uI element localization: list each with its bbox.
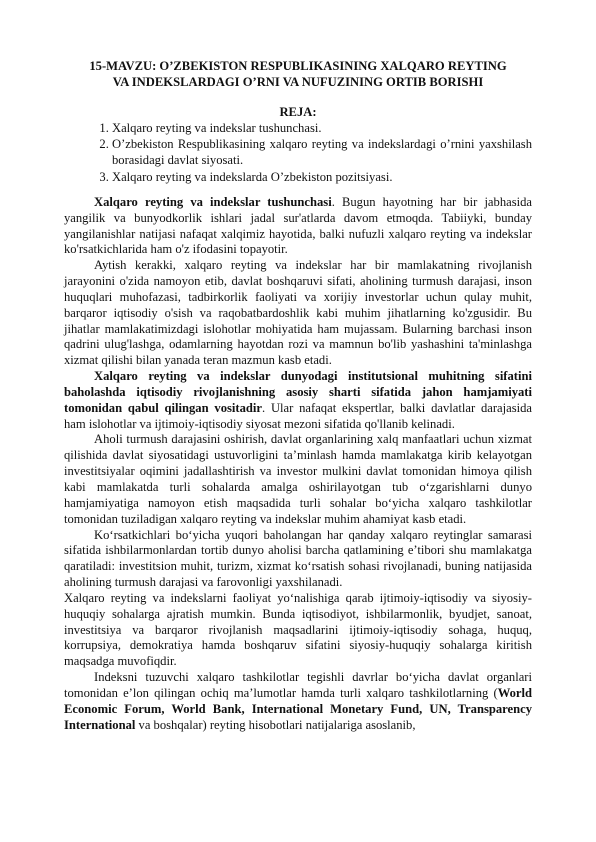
paragraph-2: Aytish kerakki, xalqaro reyting va indekslar har bir mamlakatning rivojlanish jarayonini o'zida namoyon etib, davlat boshqaruvi sifati, aholining turmush darajasi, inson huquqlari muhofazasi, tadbirkorlik faoliyati va xorijiy investorlar uchun qulay muhit, barqaror iqtisodiy o'sish va raqobatbardoshlik kabi muhim jihatlarning ko'zgusidir. Bu jihatlar mamlakatimizdagi islohotlar mohiyatida ham mujassam. Bularning barchasi inson qadrini ulug'lashga, odamlarning hayotdan rozi va mamnun bo'lib yashashini ta'minlashga xizmat qilishi bilan yanada teran mazmun kasb etadi. xyxy=(64,258,532,368)
paragraph-1-heading: Xalqaro reyting va indekslar tushunchasi xyxy=(94,194,332,209)
title-line-1: 15-MAVZU: O’ZBEKISTON RESPUBLIKASINING XALQARO REYTING xyxy=(89,59,507,73)
paragraph-7-organizations: World Economic Forum, World Bank, International Monetary Fund, UN, Transparency International xyxy=(64,685,532,732)
paragraph-3-emphasis: Xalqaro reyting va indekslar dunyodagi institutsional muhitning sifatini baholashda iqtisodiy rivojlanishning asosiy sharti sifatida jahon hamjamiyati tomonidan qabul qilingan vositadir xyxy=(64,369,532,415)
document-title xyxy=(64,58,532,90)
plan-item: 1. Xalqaro reyting va indekslar tushunchasi. xyxy=(112,120,532,136)
plan-heading: REJA: xyxy=(279,105,317,119)
document-content xyxy=(64,58,532,734)
plan-item: 3. Xalqaro reyting va indekslarda O’zbekiston pozitsiyasi. xyxy=(112,169,532,185)
paragraph-3 xyxy=(64,369,532,432)
paragraph-1 xyxy=(64,195,532,258)
paragraph-1-text: . Bugun hayotning har bir jabhasida yangilik va bunyodkorlik ishlari jadal sur'atlarda davom etmoqda. Tabiiyki, bunday yangilanishlar natijasi nafaqat xalqimiz hayotida, balki nufuzli xalqaro reyting va indekslar ko'rsatkichlarida ham o'z ifodasini topayotir. xyxy=(64,194,532,257)
paragraph-5: Ko‘rsatkichlari bo‘yicha yuqori baholangan har qanday xalqaro reytinglar samarasi sifatida ishbilarmonlardan tortib dunyo aholisi barcha qatlamining e’tibori shu mamlakatga qaratiladi: investitsion muhit, turizm, xizmat ko‘rsatish sohasi rivojlanadi, buning natijasida aholining turmush darajasi va farovonligi yaxshilanadi. xyxy=(64,527,532,590)
plan-list xyxy=(64,120,532,185)
paragraph-7-text-end: va boshqalar) reyting hisobotlari natijalariga asoslanib, xyxy=(135,717,416,732)
paragraph-4: Aholi turmush darajasini oshirish, davlat organlarining xalq manfaatlari uchun xizmat qilishida davlat siyosatidagi ustuvorligini ta’minlash hamda mamlakatga kirib kelayotgan investitsiyalar oqimini jadallashtirish va investor mulkini davlat tomonidan himoya qilish kabi mamlakatda turli sohalarda amalga oshirilayotgan tub o‘zgarishlarni dunyo hamjamiyatiga namoyon etish maqsadida turli sohalar bo‘yicha xalqaro tashkilotlar tomonidan tuziladigan xalqaro reyting va indekslar muhim ahamiyat kasb etadi. xyxy=(64,432,532,526)
body-text xyxy=(64,195,532,734)
paragraph-6: Xalqaro reyting va indekslarni faoliyat yo‘nalishiga qarab ijtimoiy-iqtisodiy va siyosiy-huquqiy sohalarga ajratish mumkin. Bunda iqtisodiyot, ishbilarmonlik, byudjet, sanoat, investitsiya va barqaror rivojlanish maqsadlarini ijtimoiy-iqtisodiy sohaga, huquq, korrupsiya, demokratiya hamda boshqaruv sifatini siyosiy-huquqiy sohalarga kiritish maqsadga muvofiqdir. xyxy=(64,590,532,669)
title-line-2: VA INDEKSLARDAGI O’RNI VA NUFUZINING ORTIB BORISHI xyxy=(112,75,484,89)
paragraph-7 xyxy=(64,670,532,733)
plan-item: 2. O’zbekiston Respublikasining xalqaro reyting va indekslardagi o’rnini yaxshilash borasidagi davlat siyosati. xyxy=(112,136,532,168)
paragraph-3-text: . Ular nafaqat ekspertlar, balki davlatlar darajasida ham islohotlar va ijtimoiy-iqtisodiy siyosat mezoni sifatida qo'llanib kelinadi. xyxy=(64,400,532,431)
paragraph-7-text-start: Indeksni tuzuvchi xalqaro tashkilotlar tegishli davrlar bo‘yicha davlat organlari tomonidan e’lon qilingan ochiq ma’lumotlar hamda turli xalqaro tashkilotlarning ( xyxy=(64,670,532,700)
